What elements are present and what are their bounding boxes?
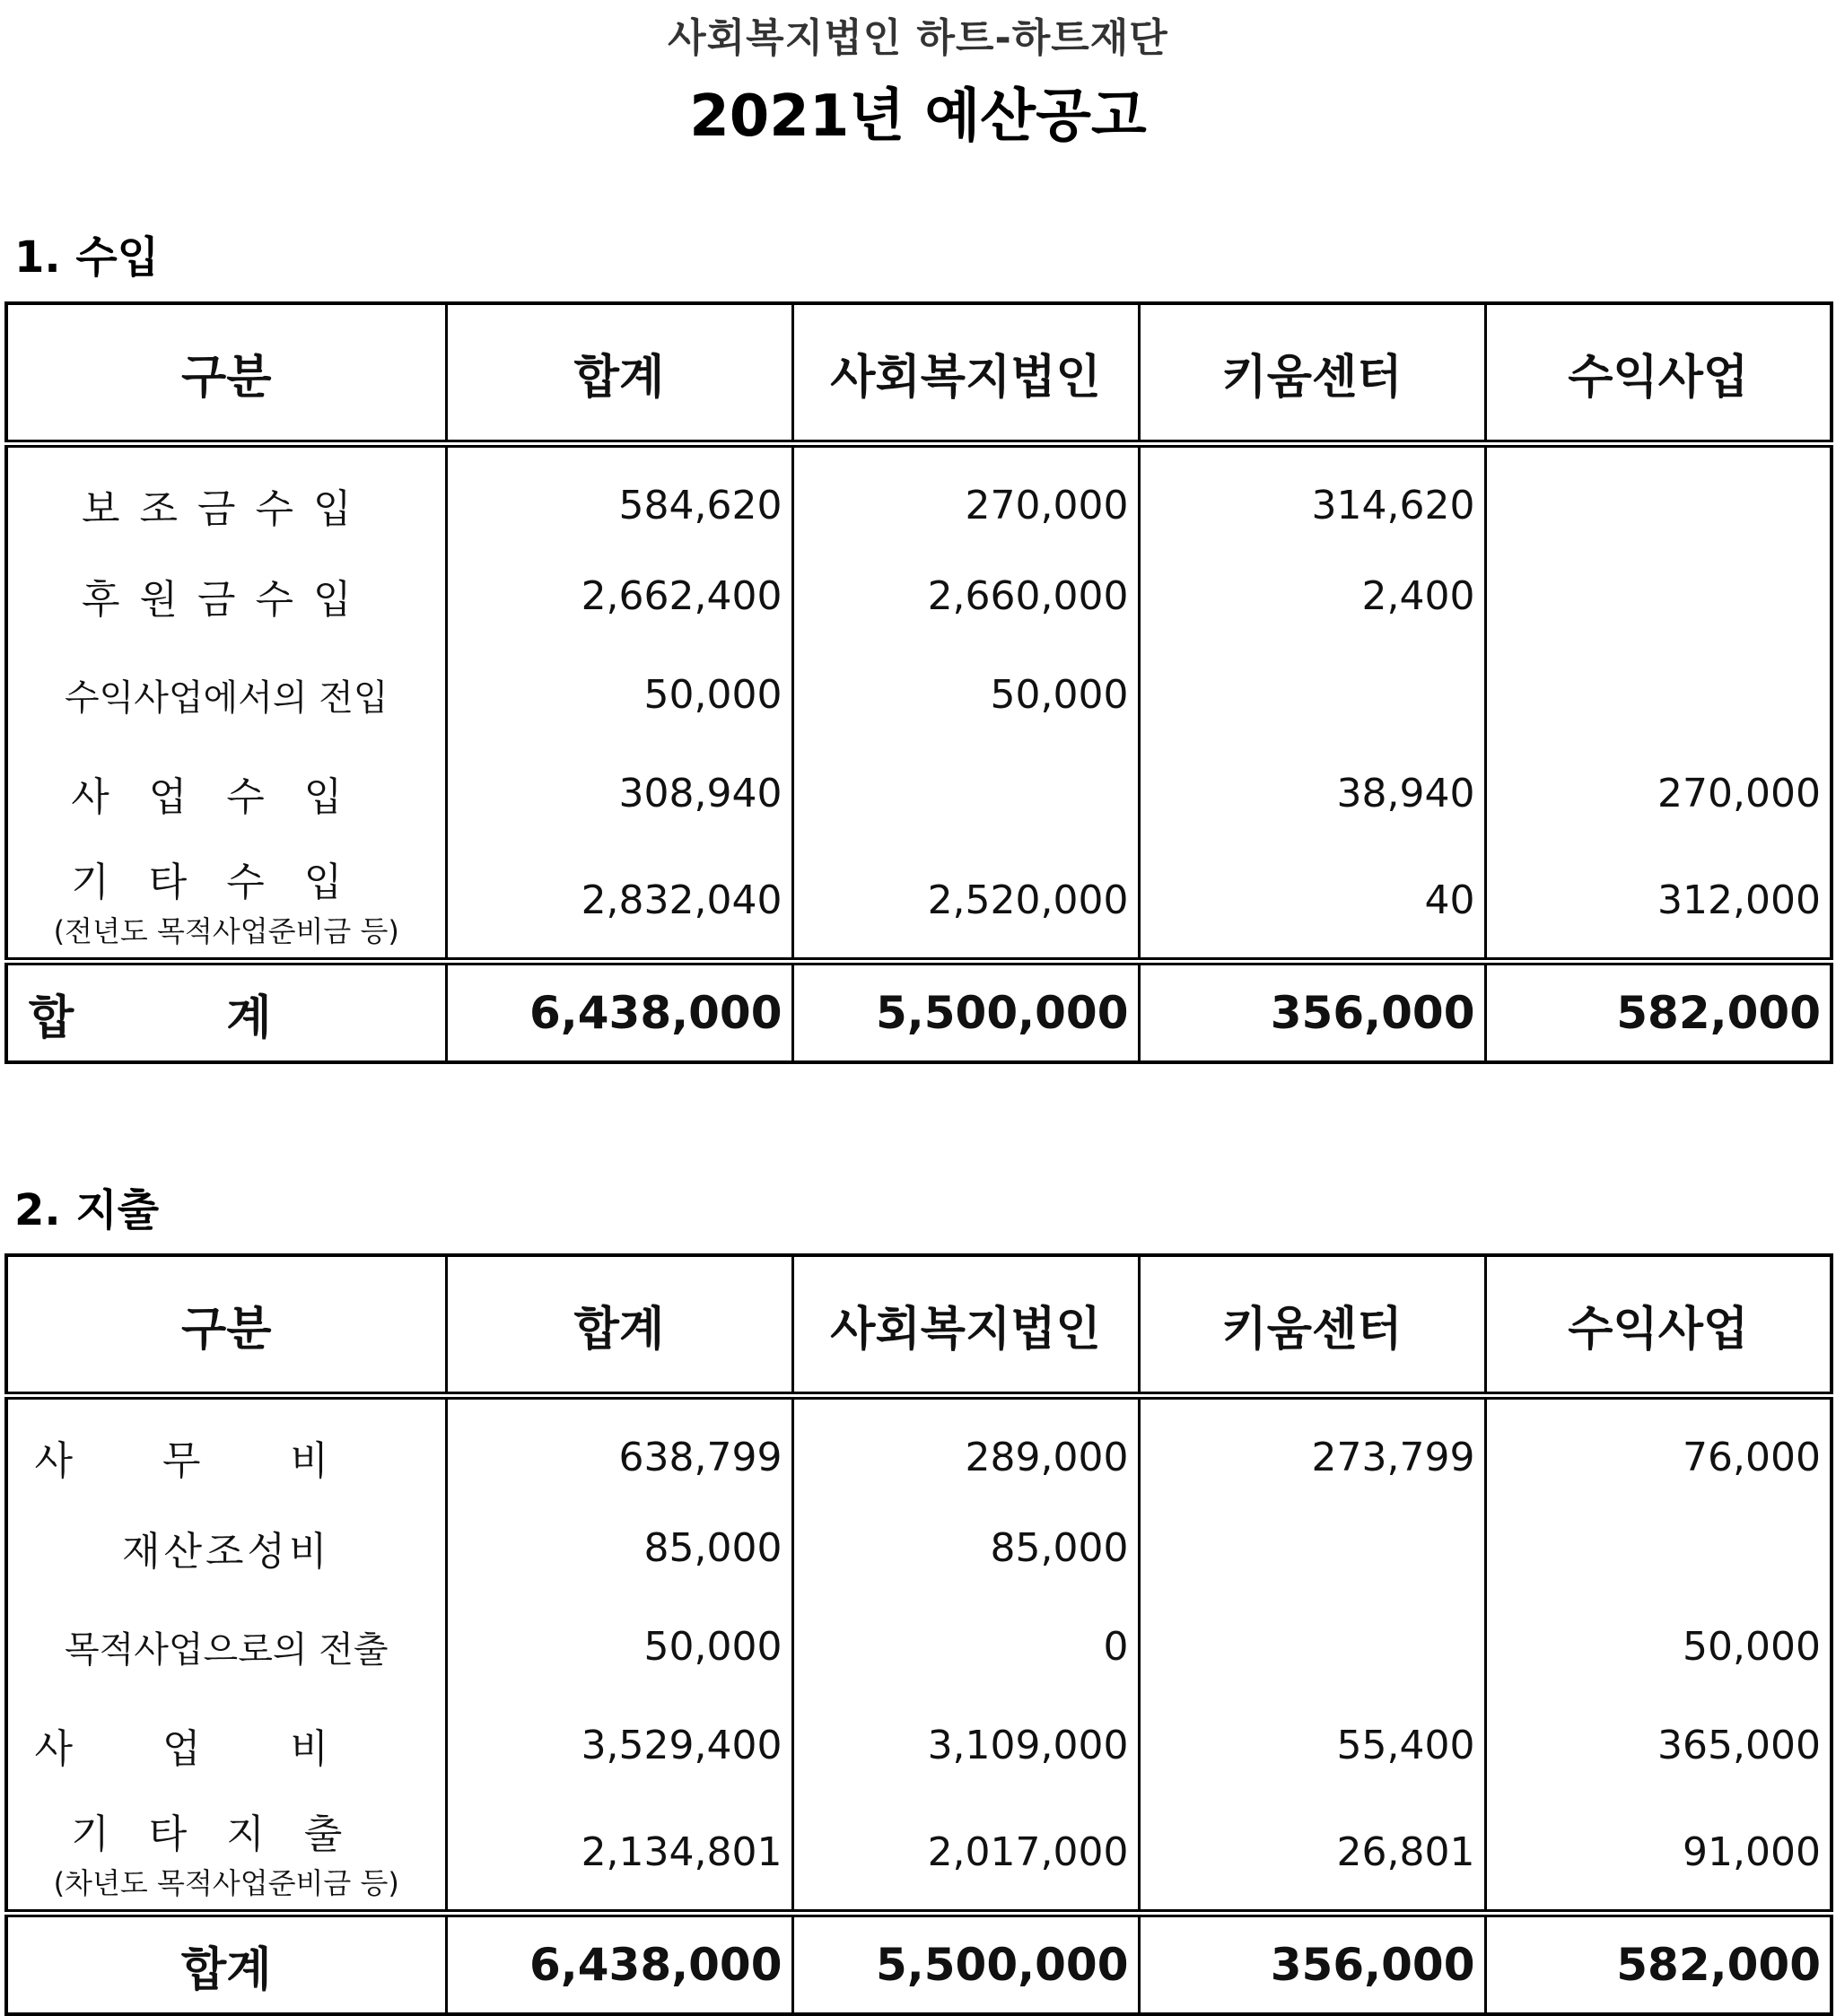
table-row bbox=[6, 1794, 1832, 1914]
cell-foundation: 0 bbox=[792, 1597, 1139, 1696]
row-label-note: (차년도 목적사업준비금 등) bbox=[53, 1866, 399, 1900]
cell-total: 3,529,400 bbox=[446, 1696, 792, 1794]
total-row bbox=[6, 962, 1832, 1063]
cell-kium-center: 273,799 bbox=[1139, 1396, 1485, 1499]
cell-profit-business: 76,000 bbox=[1485, 1396, 1832, 1499]
cell-profit-business bbox=[1485, 546, 1832, 645]
cell-kium-center: 26,801 bbox=[1139, 1794, 1485, 1914]
row-label: 사무비 bbox=[6, 1396, 446, 1499]
cell-total: 85,000 bbox=[446, 1498, 792, 1597]
table-row bbox=[6, 444, 1832, 547]
cell-total: 2,662,400 bbox=[446, 546, 792, 645]
total-sum: 6,438,000 bbox=[446, 1914, 792, 2015]
column-header-profit-business: 수익사업 bbox=[1485, 1255, 1832, 1396]
cell-profit-business: 270,000 bbox=[1485, 744, 1832, 842]
cell-foundation: 2,520,000 bbox=[792, 842, 1139, 962]
total-foundation: 5,500,000 bbox=[792, 1914, 1139, 2015]
organization-name: 사회복지법인 하트-하트재단 bbox=[668, 15, 1168, 61]
cell-kium-center bbox=[1139, 1498, 1485, 1597]
cell-foundation: 289,000 bbox=[792, 1396, 1139, 1499]
expense-header-row bbox=[6, 1255, 1832, 1396]
cell-profit-business: 50,000 bbox=[1485, 1597, 1832, 1696]
cell-total: 2,134,801 bbox=[446, 1794, 792, 1914]
column-header-category: 구분 bbox=[6, 1255, 446, 1396]
cell-kium-center: 2,400 bbox=[1139, 546, 1485, 645]
cell-total: 584,620 bbox=[446, 444, 792, 547]
income-header-row bbox=[6, 303, 1832, 444]
cell-kium-center: 38,940 bbox=[1139, 744, 1485, 842]
income-table bbox=[4, 301, 1833, 1064]
column-header-category: 구분 bbox=[6, 303, 446, 444]
row-label: 사업수입 bbox=[6, 744, 446, 842]
total-row bbox=[6, 1914, 1832, 2015]
cell-profit-business bbox=[1485, 1498, 1832, 1597]
cell-total: 50,000 bbox=[446, 1597, 792, 1696]
table-row bbox=[6, 744, 1832, 842]
cell-foundation: 2,660,000 bbox=[792, 546, 1139, 645]
cell-kium-center bbox=[1139, 1597, 1485, 1696]
column-header-profit-business: 수익사업 bbox=[1485, 303, 1832, 444]
row-label: 수익사업에서의 전입 bbox=[6, 645, 446, 744]
table-row bbox=[6, 1696, 1832, 1794]
table-row bbox=[6, 645, 1832, 744]
total-profit-business: 582,000 bbox=[1485, 1914, 1832, 2015]
row-label: 사업비 bbox=[6, 1696, 446, 1794]
row-label: 목적사업으로의 전출 bbox=[6, 1597, 446, 1696]
table-row bbox=[6, 1597, 1832, 1696]
table-row bbox=[6, 546, 1832, 645]
row-label-main: 기타수입 bbox=[71, 860, 382, 905]
row-label: 재산조성비 bbox=[6, 1498, 446, 1597]
total-kium-center: 356,000 bbox=[1139, 1914, 1485, 2015]
total-label: 합계 bbox=[6, 1914, 446, 2015]
cell-foundation: 270,000 bbox=[792, 444, 1139, 547]
row-label bbox=[6, 1794, 446, 1914]
cell-profit-business: 365,000 bbox=[1485, 1696, 1832, 1794]
cell-foundation: 85,000 bbox=[792, 1498, 1139, 1597]
row-label: 후원금수입 bbox=[6, 546, 446, 645]
row-label: 보조금수입 bbox=[6, 444, 446, 547]
table-row bbox=[6, 842, 1832, 962]
table-row bbox=[6, 1498, 1832, 1597]
column-header-kium-center: 키움센터 bbox=[1139, 1255, 1485, 1396]
cell-foundation: 2,017,000 bbox=[792, 1794, 1139, 1914]
cell-foundation bbox=[792, 744, 1139, 842]
expense-table bbox=[4, 1253, 1833, 2016]
column-header-foundation: 사회복지법인 bbox=[792, 303, 1139, 444]
cell-kium-center bbox=[1139, 645, 1485, 744]
cell-profit-business: 312,000 bbox=[1485, 842, 1832, 962]
cell-total: 2,832,040 bbox=[446, 842, 792, 962]
expense-section-title: 2. 지출 bbox=[14, 1185, 160, 1235]
cell-kium-center: 40 bbox=[1139, 842, 1485, 962]
cell-kium-center: 314,620 bbox=[1139, 444, 1485, 547]
total-profit-business: 582,000 bbox=[1485, 962, 1832, 1063]
cell-foundation: 50,000 bbox=[792, 645, 1139, 744]
cell-kium-center: 55,400 bbox=[1139, 1696, 1485, 1794]
cell-total: 638,799 bbox=[446, 1396, 792, 1499]
page-title: 2021년 예산공고 bbox=[689, 83, 1147, 150]
cell-total: 50,000 bbox=[446, 645, 792, 744]
cell-total: 308,940 bbox=[446, 744, 792, 842]
cell-profit-business bbox=[1485, 444, 1832, 547]
total-foundation: 5,500,000 bbox=[792, 962, 1139, 1063]
income-section-title: 1. 수입 bbox=[14, 232, 160, 283]
column-header-kium-center: 키움센터 bbox=[1139, 303, 1485, 444]
cell-foundation: 3,109,000 bbox=[792, 1696, 1139, 1794]
row-label bbox=[6, 842, 446, 962]
total-label: 합계 bbox=[6, 962, 446, 1063]
row-label-main: 기타지출 bbox=[71, 1811, 382, 1857]
total-kium-center: 356,000 bbox=[1139, 962, 1485, 1063]
cell-profit-business: 91,000 bbox=[1485, 1794, 1832, 1914]
total-sum: 6,438,000 bbox=[446, 962, 792, 1063]
column-header-total: 합계 bbox=[446, 1255, 792, 1396]
table-row bbox=[6, 1396, 1832, 1499]
column-header-total: 합계 bbox=[446, 303, 792, 444]
column-header-foundation: 사회복지법인 bbox=[792, 1255, 1139, 1396]
cell-profit-business bbox=[1485, 645, 1832, 744]
row-label-note: (전년도 목적사업준비금 등) bbox=[53, 914, 399, 948]
